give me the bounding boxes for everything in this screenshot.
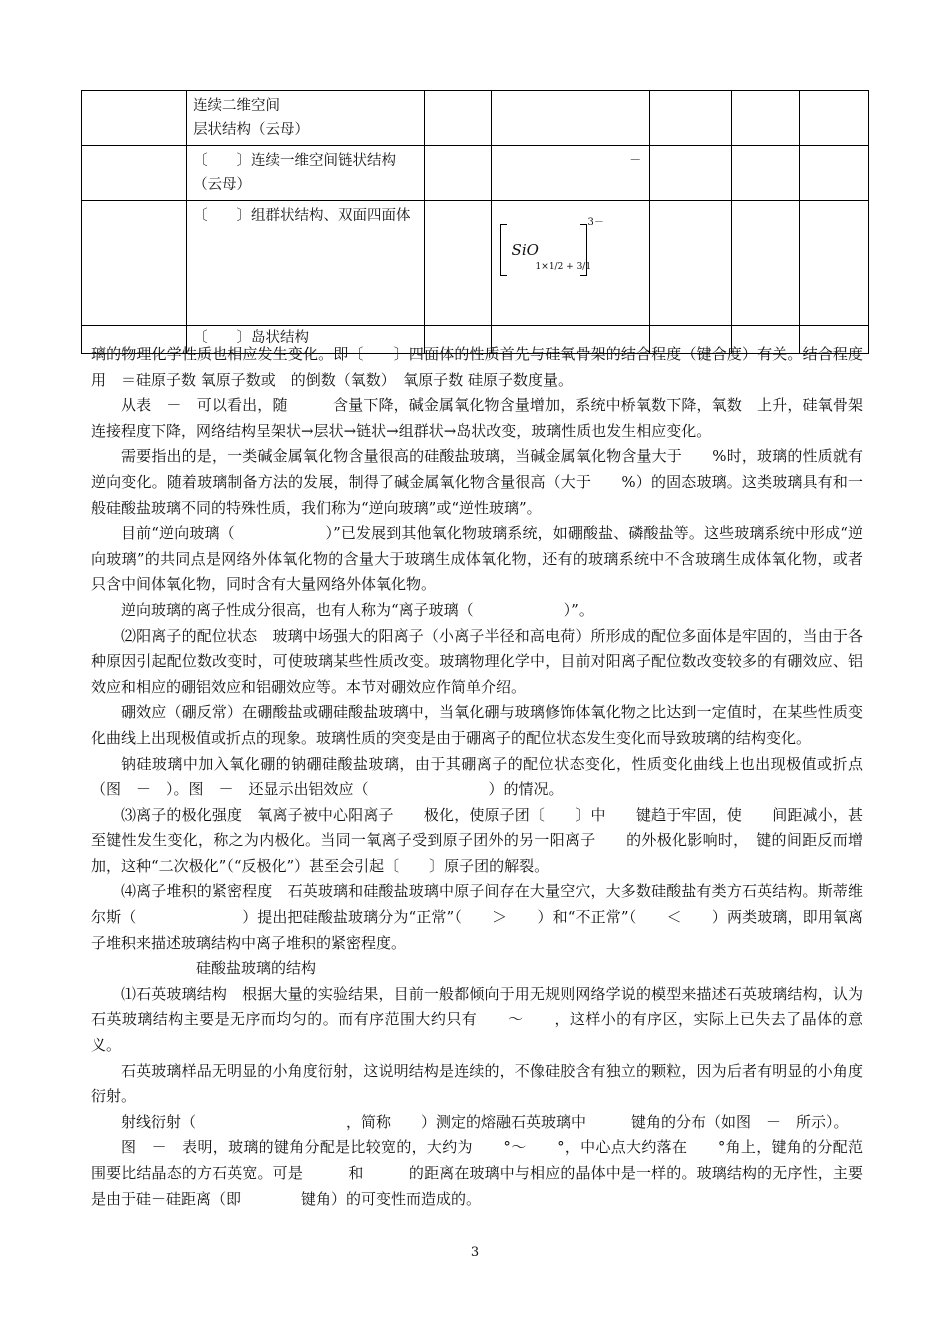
paragraph: 钠硅玻璃中加入氧化硼的钠硼硅酸盐玻璃，由于其硼离子的配位状态变化，性质变化曲线上也出现极值或折点（图 － ）。图 － 还显示出铝效应（ ）的情况。 [91, 754, 863, 799]
table-cell [800, 91, 869, 146]
paragraph: 石英玻璃样品无明显的小角度衍射，这说明结构是连续的，不像硅胶含有独立的颗粒，因为后者有明显的小角度衍射。 [91, 1061, 863, 1106]
table-cell [731, 146, 800, 201]
paragraph: ⑴石英玻璃结构 根据大量的实验结果，目前一般都倾向于用无规则网络学说的模型来描述石英玻璃结构，认为石英玻璃结构主要是无序而均匀的。而有序范围大约只有 ～ ，这样小的有序区，实际上已失去了晶体的意义。 [91, 984, 863, 1055]
paragraph: 从表 － 可以看出，随 含量下降，碱金属氧化物含量增加，系统中桥氧数下降，氧数 上升，硅氧骨架连接程度下降，网络结构呈架状→层状→链状→组群状→岛状改变，玻璃性质也发生相应变化。 [91, 396, 863, 440]
table-cell: 〔 〕组群状结构、双面四面体 [187, 201, 425, 326]
page-number: 3 [470, 1245, 480, 1260]
minus-sign: － [629, 153, 642, 167]
paragraph: 图 － 表明，玻璃的键角分配是比较宽的，大约为 °～ °，中心点大约落在 °角上，键角的分配范围要比结晶态的方石英宽。可是 和 的距离在玻璃中与相应的晶体中是一样的。玻璃结构的无序性，主要是由于硅－硅距离（即 键角）的可变性而造成的。 [91, 1138, 863, 1208]
table-cell [425, 146, 491, 201]
table-cell [650, 146, 731, 201]
silicate-structure-table [81, 90, 869, 354]
paragraph: 需要指出的是，一类碱金属氧化物含量很高的硅酸盐玻璃，当碱金属氧化物含量大于 %时，玻璃的性质就有逆向变化。随着玻璃制备方法的发展，制得了碱金属氧化物含量很高（大于 %）的固态玻璃。这类玻璃具有和一般硅酸盐玻璃不同的特殊性质，我们称为“逆向玻璃”或“逆性玻璃”。 [91, 447, 863, 517]
right-bracket [580, 224, 587, 276]
table-cell [82, 146, 187, 201]
body-text [91, 342, 863, 1212]
paragraph: 硼效应（硼反常）在硼酸盐或硼硅酸盐玻璃中，当氧化硼与玻璃修饰体氧化物之比达到一定值时，在某些性质变化曲线上出现极值或折点的现象。玻璃性质的突变是由于硼离子的配位状态发生变化而导致玻璃的结构变化。 [91, 703, 863, 747]
section-heading: 硅酸盐玻璃的结构 [196, 959, 317, 978]
table-cell [82, 91, 187, 146]
paragraph: 目前“逆向玻璃（ ）”已发展到其他氧化物玻璃系统，如硼酸盐、磷酸盐等。这些玻璃系统中形成“逆向玻璃”的共同点是网络外体氧化物的含量大于玻璃生成体氧化物，还有的玻璃系统中不含玻璃生成体氧化物，或者只含中间体氧化物，同时含有大量网络外体氧化物。 [91, 524, 863, 594]
table-cell [82, 201, 187, 326]
table-cell: 〔 〕连续一维空间链状结构（云母） [187, 146, 425, 201]
formula-charge: 3－ [587, 217, 604, 228]
formula-sub-fracs: 1/2 + 3/1 [548, 262, 592, 272]
silicate-ion-formula [498, 204, 644, 294]
cell-line: 层状结构（云母） [193, 122, 310, 138]
paragraph: ⑵阳离子的配位状态 玻璃中场强大的阳离子（小离子半径和高电荷）所形成的配位多面体是牢固的，当由于各种原因引起配位数改变时，可使玻璃某些性质改变。玻璃物理化学中，目前对阳离子配位数改变较多的有硼效应、铝效应和相应的硼铝效应和铝硼效应等。本节对硼效应作简单介绍。 [91, 626, 863, 696]
paragraph: 璃的物理化学性质也相应发生变化。即〔 〕四面体的性质首先与硅氧骨架的结合程度（键合度）有关。结合程度用 ＝硅原子数 氧原子数或 的倒数（氧数） 氧原子数 硅原子数度量。 [91, 345, 863, 389]
table-cell [800, 146, 869, 201]
paragraph: ⑶离子的极化强度 氧离子被中心阳离子 极化，使原子团〔 〕中 键趋于牢固，使 间距减小，甚至键性发生变化，称之为内极化。当同一氧离子受到原子团外的另一阳离子 的外极化影响时， 键的间距反而增加，这种“二次极化”（“反极化”）甚至会引起〔 〕原子团的解裂。 [91, 805, 863, 875]
table-row [82, 91, 869, 146]
left-bracket [500, 224, 507, 276]
table-cell [491, 91, 650, 146]
paragraph: ⑷离子堆积的紧密程度 石英玻璃和硅酸盐玻璃中原子间存在大量空穴，大多数硅酸盐有类方石英结构。斯蒂维尔斯（ ）提出把硅酸盐玻璃分为“正常”（ ＞ ）和“不正常”（ ＜ ）两类玻璃，即用氧离子堆积来描述玻璃结构中离子堆积的紧密程度。 [91, 882, 863, 952]
table-row [82, 146, 869, 201]
cell-line: 连续二维空间 [193, 98, 281, 114]
table-cell [187, 91, 425, 146]
table-row [82, 201, 869, 326]
table-cell: 〔 〕岛状结构 [187, 326, 425, 354]
formula-base: SiO [511, 241, 539, 259]
table-cell [491, 146, 650, 201]
table-cell [800, 201, 869, 326]
paragraph: 射线衍射（ ，简称 ）测定的熔融石英玻璃中 键角的分布（如图 － 所示）。 [121, 1112, 849, 1131]
formula-sub-prefix: 1× [535, 262, 549, 272]
table-cell [425, 91, 491, 146]
table-cell [731, 201, 800, 326]
paragraph: 逆向玻璃的离子性成分很高，也有人称为“离子玻璃（ ）”。 [121, 600, 594, 619]
table-cell [650, 91, 731, 146]
table-cell [491, 201, 650, 326]
table-cell [650, 201, 731, 326]
table-cell [731, 91, 800, 146]
table-cell [425, 201, 491, 326]
